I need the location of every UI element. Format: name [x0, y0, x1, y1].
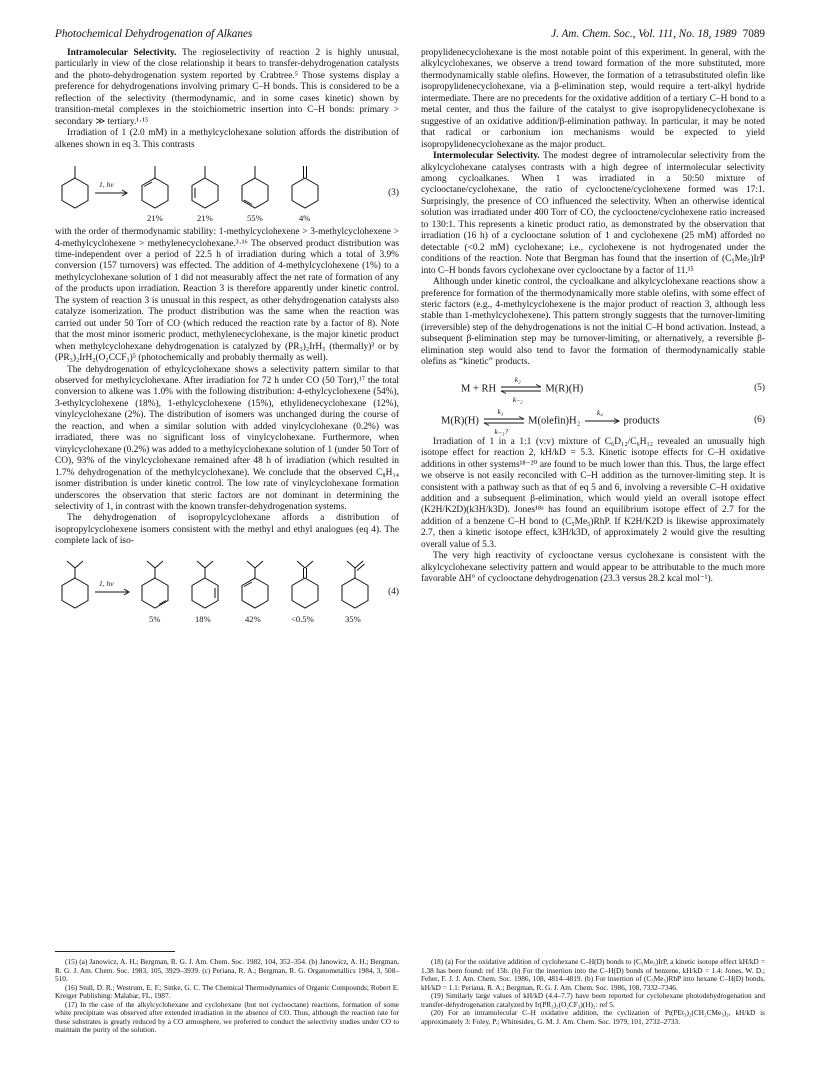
- eq4-yield-5: 35%: [345, 613, 361, 624]
- eq3-yield-4: 4%: [299, 213, 311, 224]
- left-column: [55, 48, 399, 628]
- eq5-product: M(R)(H): [545, 383, 584, 395]
- eq5-number: (5): [754, 382, 765, 393]
- paragraph-ethylcyclohexane: The dehydrogenation of ethylcyclohexane shows a selectivity pattern similar to that observed for methylcyclohexane. After irradiation for 72 h under CO (50 Torr),¹⁷ the total conversion to alkene was 1.0% with the following distribution: 4-ethylcyclohexene (54%), 3-ethylcyclohexene (18%), 1-ethylcyclohexene (15%), ethylidenecyclohexane (12%), vinylcyclohexane (2%). The distribution of isomers was unchanged during the course of the reaction, and when a similar solution with added vinylcyclohexane (0.2%) was irradiated, there was no significant loss of vinylcyclohexane. Furthermore, when vinylcyclohexane (0.2%) was added to a methylcyclohexane solution of 1 (under 50 Torr of CO), 93% of the vinylcyclohexane remained after 48 h of irradiation (which resulted in 1.7% dehydrogenation of the methylcyclohexane). We conclude that the observed C₈H₁₄ isomer distribution is under kinetic control. The low rate of vinylcyclohexane formation underscores the observation that steric factors are not dominant in determining the selectivity of 1, in contrast with the known transfer-dehydrogenation systems.: [55, 364, 399, 512]
- eq3-yield-1: 21%: [147, 213, 163, 224]
- eq6-k-forward: k₃: [497, 406, 504, 416]
- footnote-19: (19) Similarly large values of kH/kD (4.4–7.7) have been reported for cyclohexane photodehydrogenation and transfer-dehydrogenation catalyzed by Ir(PR₃)₂(O₂CF₃)(H)₂: ref 5.: [421, 991, 765, 1009]
- paragraph-intramolecular: [55, 48, 399, 128]
- paragraph-propylidene: propylidenecyclohexane is the most notable point of this experiment. In general, with the alkylcyclohexanes, we observe a trend toward formation of the more substituted, more thermodynamically stable olefins. However, the formation of a tetrasubstituted olefin like isopropylidenecyclohexane, via a β-elimination step, would require a tert-alkyl hydride intermediate. There are no precedents for the oxidative addition of a tertiary C–H bond to a metal center, and thus the failure of the catalyst to give isopropylidenecyclohexane is suggestive of an oxidative addition/β-elimination pathway. In particular, it may be noted that radical or carbonium ion mechanisms would be expected to yield isopropylidenecyclohexane as the major product.: [421, 48, 765, 150]
- equation-5: [421, 374, 765, 404]
- eq6-products: products: [623, 415, 660, 427]
- page-number: 7089: [742, 28, 765, 40]
- eq4-yield-1: 5%: [149, 613, 161, 624]
- eq4-yield-4: <0.5%: [291, 613, 314, 624]
- footnote-15: (15) (a) Janowicz, A. H.; Bergman, R. G. J. Am. Chem. Soc. 1982, 104, 352–354. (b) Janowicz, A. H.; Bergman, R. G. J. Am. Chem. Soc. 1983, 105, 3929–3939. (c) Periana, R. A.; Bergman, R. G. Organometallics 1984, 3, 508–510.: [55, 957, 399, 984]
- eq5-expression: [461, 374, 584, 404]
- paragraph-intermolecular: [421, 151, 765, 277]
- paragraph-kinetic-control: Although under kinetic control, the cycloalkane and alkylcyclohexane reactions show a preference for formation of the thermodynamically more stable olefins, with some effect of steric factors (e.g., 4-methylcyclohexene is the major product of reaction 3, although less stable than 1-methylcyclohexene). This pattern strongly suggests that the turnover-limiting (irreversible) step of the dehydrogenations is not the initial C–H bond activation. Instead, a subsequent β-elimination step may be turnover-limiting, or alternatively, a reversible β-elimination step would also tend to favor the formation of thermodynamically stable olefins as “kinetic” products.: [421, 277, 765, 368]
- running-title: Photochemical Dehydrogenation of Alkanes: [55, 28, 253, 40]
- eq6-k-reverse: k₋₃?: [494, 426, 509, 436]
- journal-citation: [551, 28, 765, 40]
- equation-6: [421, 406, 765, 436]
- eq6-equilibrium-arrow: [482, 406, 526, 436]
- eq6-k4: k₄: [596, 407, 603, 417]
- eq4-arrow-label: 1, hν: [99, 578, 114, 588]
- paragraph-isotope-effect: Irradiation of 1 in a 1:1 (v:v) mixture of C₆D₁₂/C₆H₁₂ revealed an unusually high isotope effect for reaction 2, kH/kD = 5.3. Kinetic isotope effects for C–H oxidative additions in other systems¹⁸⁻²⁰ are found to be much lower than this. Thus, the large effect we observe is not easily reconciled with C–H addition as the turnover-limiting step. It is consistent with a pathway such as that of eq 5 and 6, involving a reversible C–H oxidative addition and a subsequent β-elimination, which would yield an overall isotope effect (K2H/K2D)(k3H/k3D). Jones¹⁸ᵃ has found an equilibrium isotope effect of 2.7 for the addition of a benzene C–H bond to (C₅Me₅)RhP. If K2H/K2D is likewise approximately 2.7, then a kinetic isotope effect, k3H/k3D, of approximately 2 would give the resulting overall value of 5.3.: [421, 436, 765, 550]
- footnotes-right: [421, 958, 765, 1026]
- footnote-18: (18) (a) For the oxidative addition of cyclohexane C–H(D) bonds to (C₅Me₅)IrP, a kinetic isotope effect kH/kD = 1.38 has been found: ref 15b. (b) For the insertion into the C–H(D) bonds of benzene, kH/kD = 1.4: Jones, W. D.; Feher, F. J. J. Am. Chem. Soc. 1986, 108, 4814–4819. (b) For insertion of (C₅Me₅)RhP into hexane C–H(D) bonds, kH/kD = 1.1: Periana, R. A.; Bergman, R. G. J. Am. Chem. Soc. 1986, 108, 7332–7346.: [421, 957, 765, 992]
- eq6-intermediate: M(olefin)H₂: [528, 415, 581, 427]
- paragraph-cyclooctane: The very high reactivity of cyclooctane versus cyclohexane is consistent with the alkylcyclohexane selectivity pattern and would appear to be attributable to the much more favorable ΔH° of cyclooctane dehydrogenation (23.3 versus 28.2 kcal mol⁻¹).: [421, 551, 765, 585]
- footnote-20: (20) For an intramolecular C–H oxidative addition, the cyclization of Pt(PEt₃)₂(CH₂CMe₃)₂, kH/kD is approximately 3: Foley, P.; Whitesides, G. M. J. Am. Chem. Soc. 1979, 101, 2732–2733.: [421, 1008, 765, 1026]
- paragraph-thermodynamic: with the order of thermodynamic stability: 1-methylcyclohexene > 3-methylcyclohexene > 4-methylcyclohexene > methylenecyclohexane.³·¹⁶ The observed product distribution was time-independent over a period of 22.5 h of irradiation during which a total of 3.9% conversion (157 turnovers) was effected. The addition of 4-methylcyclohexene (1%) to a methylcyclohexane solution of 1 did not measurably affect the net rate of formation of any of the products upon irradiation. Reaction 3 is therefore apparently under kinetic control. The system of reaction 3 is unusual in this respect, as other dehydrogenation catalysts also catalyze isomerization. The product distribution was the same when the reaction was carried out under 50 Torr of CO (which reduced the reaction rate by a factor of 8). Note that the most minor isomeric product, methylenecyclohexane, is the major kinetic product when methylcyclohexane dehydrogenation is catalyzed by (PR₃)₂IrH₅ (thermally)³ or by (PR₃)₂IrH₂(O₂CCF₃)⁵ (photochemically and probably thermally as well).: [55, 227, 399, 364]
- right-column: [421, 48, 765, 586]
- scheme-eq3: [55, 155, 399, 225]
- paragraph-text: The modest degree of intramolecular selectivity from the alkylcyclohexane catalyses contrasts with a high degree of intermolecular selectivity among cycloalkanes. When 1 was irradiated in a 50:50 mixture of cyclooctane/cyclohexane, the ratio of cyclooctene/cyclohexene formed was 17:1. Surprisingly, the presence of CO influenced the selectivity. When an otherwise identical solution was irradiated under 400 Torr of CO, the cyclooctene/cyclohexene ratio increased to 130:1. This represents a kinetic product ratio, as demonstrated by the observation that irradiation (16 h) of a cyclooctane solution of 1 and cyclohexene (25 mM) afforded no detectable (<0.2 mM) cyclohexane; i.e., cyclohexene is not hydrogenated under the conditions of the reaction. Note that Bergman has found that the insertion of (C₅Me₅)IrP into C–H bonds favors cyclohexane over cyclooctane by a factor of 11.¹⁵: [421, 151, 765, 276]
- eq5-reactants: M + RH: [461, 383, 497, 395]
- section-heading-intramolecular: Intramolecular Selectivity.: [67, 48, 177, 58]
- section-heading-intermolecular: Intermolecular Selectivity.: [433, 151, 540, 162]
- eq3-number: (3): [388, 188, 399, 199]
- eq6-number: (6): [754, 414, 765, 425]
- footnote-rule: [55, 951, 175, 952]
- eq6-expression: [441, 406, 660, 436]
- footnote-17: (17) In the case of the alkylcyclohexane and cyclohexane (but not cyclooctane) reactions, formation of some white precipitate was observed after extended irradiation in the absence of CO. Thus, although the reaction rate for these substrates is greatly reduced by a CO atmosphere, we preferred to conduct the selectivity studies under CO to maintain the purity of the solution.: [55, 999, 399, 1035]
- journal-name: J. Am. Chem. Soc., Vol. 111, No. 18, 1989: [551, 28, 737, 40]
- paragraph-irradiation: Irradiation of 1 (2.0 mM) in a methylcyclohexane solution affords the distribution of alkenes shown in eq 3. This contrasts: [55, 128, 399, 150]
- footnotes-left: [55, 958, 399, 1035]
- paragraph-isopropyl: The dehydrogenation of isopropylcyclohexane affords a distribution of isopropylcyclohexene isomers consistent with the methyl and ethyl analogues (eq 4). The complete lack of iso-: [55, 513, 399, 547]
- eq3-arrow-label: 1, hν: [99, 180, 114, 190]
- running-header: [55, 28, 765, 44]
- eq3-yield-3: 55%: [247, 213, 263, 224]
- scheme-eq4: [55, 552, 399, 626]
- eq5-k-reverse: k₋₂: [512, 394, 523, 404]
- eq5-equilibrium-arrow: [499, 374, 543, 404]
- eq4-yield-3: 42%: [245, 613, 261, 624]
- paragraph-text: The regioselectivity of reaction 2 is highly unusual, particularly in view of the close relationship it bears to transfer-dehydrogenation catalysts and the photo-dehydrogenation system reported by Crabtree.⁵ Those systems display a preference for dehydrogenations involving primary C–H bonds. This is considered to be a reflection of the selectivity (thermodynamic, and in some cases kinetic) shown by transition-metal complexes in the stoichiometric insertion into C–H bonds: primary > secondary ≫ tertiary.¹·¹⁵: [55, 48, 399, 127]
- eq5-k-forward: k₂: [514, 374, 521, 384]
- eq6-forward-arrow: [583, 407, 621, 427]
- eq4-number: (4): [388, 586, 399, 597]
- eq6-reactant: M(R)(H): [441, 415, 479, 427]
- eq3-yield-2: 21%: [197, 213, 213, 224]
- eq4-yield-2: 18%: [195, 613, 211, 624]
- footnote-16: (16) Stull, D. R.; Westrum, E. F.; Sinke, G. C. The Chemical Thermodynamics of Organic Compounds; Robert E. Kreiger Publishing: Malabar, FL, 1987.: [55, 982, 399, 1001]
